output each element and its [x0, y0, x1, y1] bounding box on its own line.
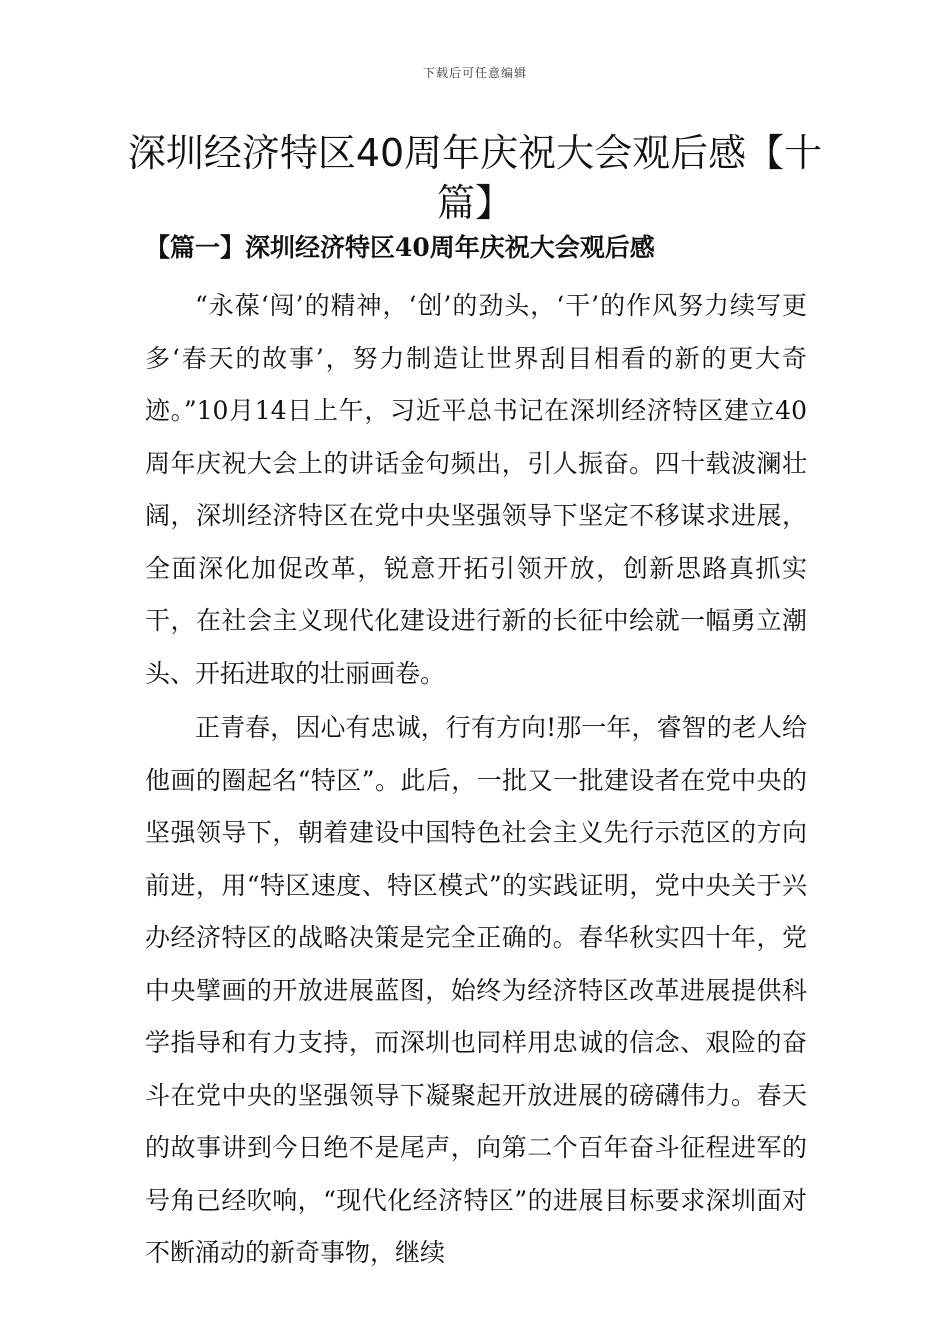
- paragraph-1: “永葆‘闯’的精神，‘创’的劲头，‘干’的作风努力续写更多‘春天的故事’，努力制造让世界刮目相看的新的更大奇迹。”10月14日上午，习近平总书记在深圳经济特区建立40周年庆祝大会上的讲话金句频出，引人振奋。四十载波澜壮阔，深圳经济特区在党中央坚强领导下坚定不移谋求进展，全面深化加促改革，锐意开拓引领开放，创新思路真抓实干，在社会主义现代化建设进行新的长征中绘就一幅勇立潮头、开拓进取的壮丽画卷。: [145, 291, 807, 688]
- paragraph-2: 正青春，因心有忠诚，行有方向!那一年，睿智的老人给他画的圈起名“特区”。此后，一批又一批建设者在党中央的坚强领导下，朝着建设中国特色社会主义先行示范区的方向前进，用“特区速度、特区模式”的实践证明，党中央关于兴办经济特区的战略决策是完全正确的。春华秋实四十年，党中央擘画的开放进展蓝图，始终为经济特区改革进展提供科学指导和有力支持，而深圳也同样用忠诚的信念、艰险的奋斗在党中央的坚强领导下凝聚起开放进展的磅礴伟力。春天的故事讲到今日绝不是尾声，向第二个百年奋斗征程进军的号角已经吹响，“现代化经济特区”的进展目标要求深圳面对不断涌动的新奇事物，继续: [145, 713, 807, 1267]
- document-title: 深圳经济特区40周年庆祝大会观后感【十篇】: [127, 131, 823, 225]
- header-note: 下载后可任意编辑: [422, 66, 527, 80]
- body-text: [145, 280, 807, 1280]
- section-heading: 【篇一】深圳经济特区40周年庆祝大会观后感: [145, 233, 655, 262]
